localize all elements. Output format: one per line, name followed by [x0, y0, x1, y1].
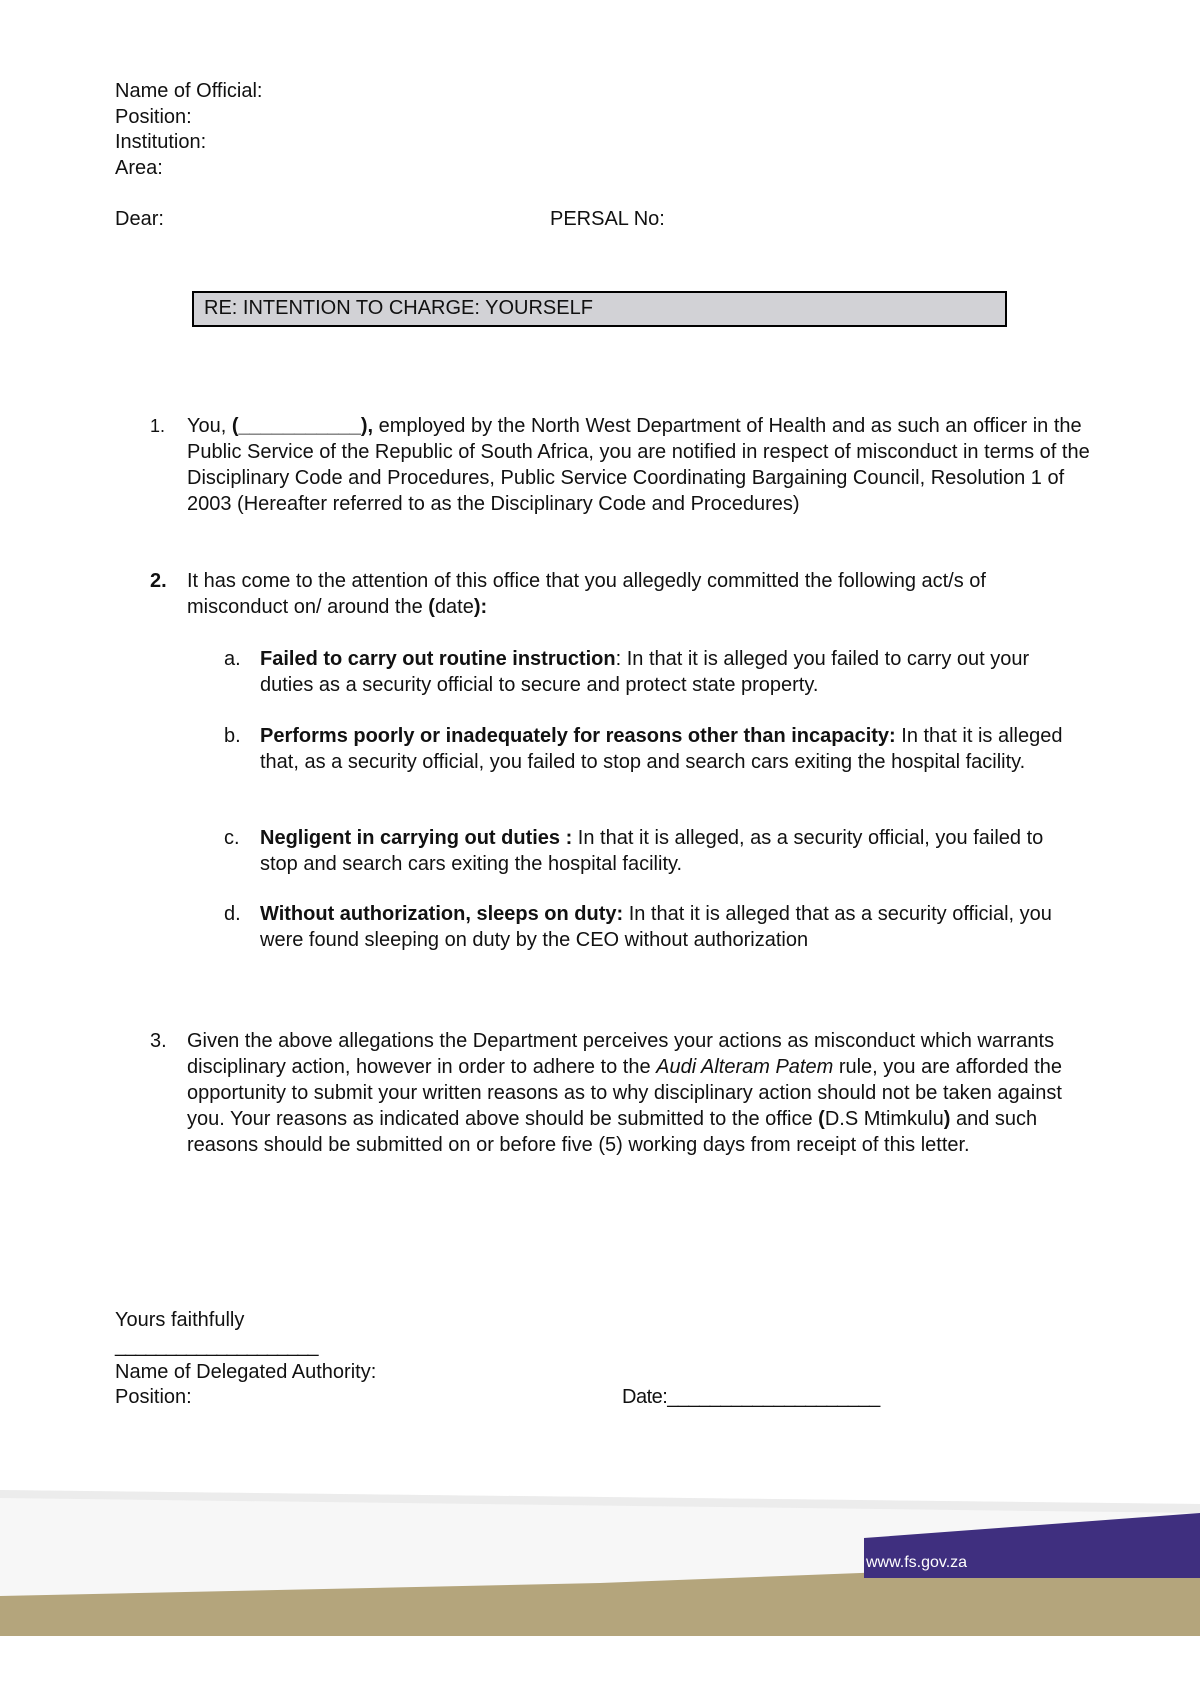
allegation-b-letter: b. — [224, 725, 241, 747]
allegation-d — [260, 901, 1080, 953]
paragraph-3-paren-close: ) — [943, 1108, 951, 1130]
paragraph-3 — [187, 1028, 1092, 1158]
re-subject-text: RE: INTENTION TO CHARGE: YOURSELF — [204, 297, 593, 319]
re-subject-box — [192, 291, 1007, 327]
allegation-c-text: In that it is alleged, as a security official, you failed to stop and search cars exiting the hospital facility. — [260, 827, 1044, 875]
paragraph-2-date-close: ): — [473, 596, 488, 618]
paragraph-3-number: 3. — [150, 1030, 167, 1052]
footer-bottom-margin — [0, 1636, 1200, 1696]
name-of-official-label: Name of Official: — [115, 80, 263, 102]
allegation-d-letter: d. — [224, 903, 241, 925]
yours-faithfully: Yours faithfully — [115, 1309, 245, 1331]
signature-line: ____________________ — [115, 1335, 318, 1357]
paragraph-3-name: D.S Mtimkulu — [824, 1108, 944, 1130]
allegation-c-title: Negligent in carrying out duties : — [260, 827, 573, 849]
dear-label: Dear: — [115, 208, 164, 230]
paragraph-1-number: 1. — [150, 416, 166, 436]
position-label: Position: — [115, 106, 192, 128]
paragraph-3-paren-open: ( — [818, 1108, 825, 1130]
paragraph-3-italic: Audi Alteram Patem — [656, 1056, 834, 1078]
allegation-b — [260, 723, 1080, 775]
allegation-c-letter: c. — [224, 827, 240, 849]
delegated-authority-label: Name of Delegated Authority: — [115, 1361, 377, 1383]
allegation-a-text: : In that it is alleged you failed to carry out your duties as a security official to secure and protect state property. — [260, 648, 1030, 696]
area-label: Area: — [115, 157, 163, 179]
persal-no-label: PERSAL No: — [550, 208, 665, 230]
allegation-a — [260, 646, 1080, 698]
allegation-a-letter: a. — [224, 648, 241, 670]
allegation-b-text: In that it is alleged that, as a security official, you failed to stop and search cars exiting the hospital facility. — [260, 725, 1063, 773]
paragraph-1-lead: You, — [187, 415, 232, 437]
allegation-d-title: Without authorization, sleeps on duty: — [260, 903, 624, 925]
paragraph-2-number: 2. — [150, 570, 167, 592]
footer-banner — [0, 1490, 1200, 1696]
paragraph-3-text-after: and such reasons should be submitted on or before five (5) working days from receipt of this letter. — [187, 1108, 1038, 1156]
paragraph-1 — [187, 413, 1092, 517]
paragraph-2-text: It has come to the attention of this office that you allegedly committed the following act/s of misconduct on/ around the — [187, 570, 986, 618]
paragraph-3-text-before: Given the above allegations the Department perceives your actions as misconduct which warrants disciplinary action, however in order to adhere to the — [187, 1030, 1055, 1078]
paragraph-3-text-middle: rule, you are afforded the opportunity to submit your written reasons as to why disciplinary action should not be taken against you. Your reasons as indicated above should be submitted to the office — [187, 1056, 1062, 1130]
allegation-b-title: Performs poorly or inadequately for reasons other than incapacity: — [260, 725, 896, 747]
allegation-a-title: Failed to carry out routine instruction — [260, 648, 616, 670]
closing-position-label: Position: — [115, 1386, 192, 1408]
paragraph-2-date-open: ( — [428, 596, 435, 618]
allegation-c — [260, 825, 1080, 877]
allegation-d-text: In that it is alleged that as a security official, you were found sleeping on duty by the CEO without authorization — [260, 903, 1052, 951]
paragraph-2-date-word: date — [434, 596, 474, 618]
paragraph-1-text: employed by the North West Department of Health and as such an officer in the Public Service of the Republic of South Africa, you are notified in respect of misconduct in terms of the Disciplinary Code and Procedures, Public Service Coordinating Bargaining Council, Resolution 1 of 2003 (Hereafter referred to as the Disciplinary Code and Procedures) — [187, 415, 1090, 515]
paragraph-2 — [187, 568, 1092, 620]
website-link[interactable]: www.fs.gov.za — [866, 1554, 968, 1571]
closing-date-field: Date:____________________ — [622, 1386, 880, 1408]
institution-label: Institution: — [115, 131, 207, 153]
paragraph-1-blank: (___________), — [231, 415, 374, 437]
